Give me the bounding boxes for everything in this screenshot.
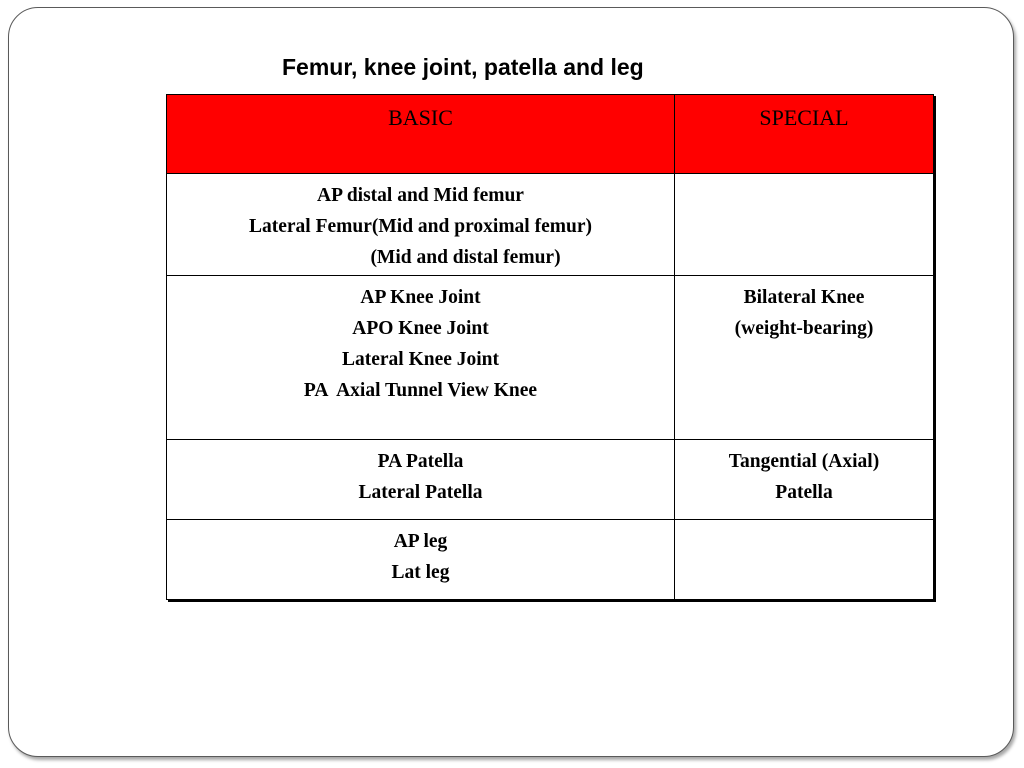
table-row (167, 276, 934, 440)
basic-line: AP distal and Mid femur (317, 185, 524, 206)
basic-cell (167, 520, 675, 600)
basic-line: APO Knee Joint (352, 318, 489, 339)
basic-cell (167, 276, 675, 440)
basic-cell (167, 174, 675, 276)
basic-line: Lateral Knee Joint (341, 349, 500, 370)
basic-line: AP Knee Joint (360, 287, 481, 308)
header-special: SPECIAL (675, 95, 934, 174)
table-row (167, 520, 934, 600)
special-line: Bilateral Knee (743, 287, 865, 308)
slide-frame (8, 7, 1014, 757)
table-header-row (167, 95, 934, 174)
table-row (167, 440, 934, 520)
projection-table (166, 94, 934, 600)
basic-line: Lateral Femur(Mid and proximal femur) (248, 216, 592, 237)
special-line: Patella (775, 482, 833, 503)
basic-line: AP leg (393, 531, 448, 552)
slide-title-text: Femur, knee joint, patella and leg (282, 54, 644, 80)
special-cell (675, 520, 934, 600)
special-line: (weight-bearing) (734, 318, 874, 339)
special-cell (675, 440, 934, 520)
basic-line: Lateral Patella (358, 482, 483, 503)
basic-line: (Mid and distal femur) (370, 247, 561, 268)
basic-cell (167, 440, 675, 520)
special-cell (675, 174, 934, 276)
special-line: Tangential (Axial) (728, 451, 880, 472)
header-basic: BASIC (167, 95, 675, 174)
basic-line: Lat leg (391, 562, 450, 583)
table-row (167, 174, 934, 276)
basic-line: PA Axial Tunnel View Knee (303, 380, 538, 401)
special-cell (675, 276, 934, 440)
basic-line: PA Patella (377, 451, 464, 472)
